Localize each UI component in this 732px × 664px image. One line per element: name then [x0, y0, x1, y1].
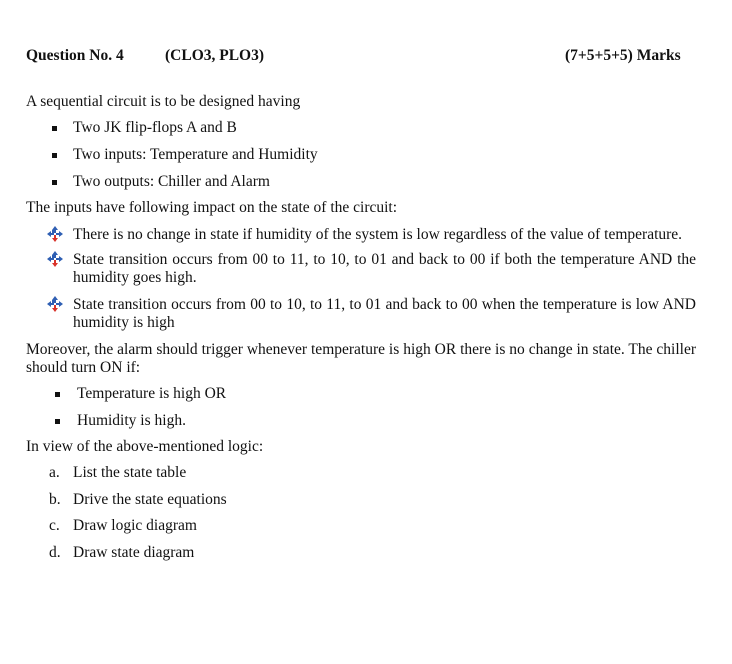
task-label: c.	[49, 517, 60, 534]
marks-label: (7+5+5+5) Marks	[565, 47, 681, 64]
impact-text: There is no change in state if humidity of the system is low regardless of the value of temperature.	[73, 226, 683, 243]
task-text: Draw logic diagram	[73, 517, 197, 534]
design-item-text: Two outputs: Chiller and Alarm	[73, 173, 270, 190]
clo-plo-tag: (CLO3, PLO3)	[165, 47, 265, 64]
square-bullet-icon	[52, 180, 57, 185]
design-item-text: Two JK flip-flops A and B	[73, 119, 237, 136]
four-way-arrow-icon	[47, 226, 63, 242]
task-label: d.	[49, 544, 61, 561]
intro-text: A sequential circuit is to be designed having	[26, 93, 301, 110]
impact-text: State transition occurs from 00 to 11, to 10, to 01 and back to 00 if both the temperature AND the humidity goes high.	[73, 251, 696, 286]
square-bullet-icon	[52, 126, 57, 131]
task-text: Drive the state equations	[73, 491, 227, 508]
four-way-arrow-icon	[47, 251, 63, 267]
moreover-paragraph: Moreover, the alarm should trigger whenever temperature is high OR there is no change in state. The chiller should turn ON if:	[26, 341, 696, 376]
question-number: Question No. 4	[26, 47, 124, 64]
impact-text: State transition occurs from 00 to 10, to 11, to 01 and back to 00 when the temperature is low AND humidity is high	[73, 296, 696, 331]
four-way-arrow-icon	[47, 296, 63, 312]
task-label: b.	[49, 491, 61, 508]
square-bullet-icon	[55, 419, 60, 424]
chiller-item-text: Humidity is high.	[77, 412, 186, 429]
chiller-item-text: Temperature is high OR	[77, 385, 227, 402]
task-text: Draw state diagram	[73, 544, 195, 561]
view-intro: In view of the above-mentioned logic:	[26, 438, 264, 455]
task-label: a.	[49, 464, 60, 481]
square-bullet-icon	[52, 153, 57, 158]
design-item-text: Two inputs: Temperature and Humidity	[73, 146, 318, 163]
task-text: List the state table	[73, 464, 187, 481]
square-bullet-icon	[55, 392, 60, 397]
inputs-intro: The inputs have following impact on the state of the circuit:	[26, 199, 398, 216]
